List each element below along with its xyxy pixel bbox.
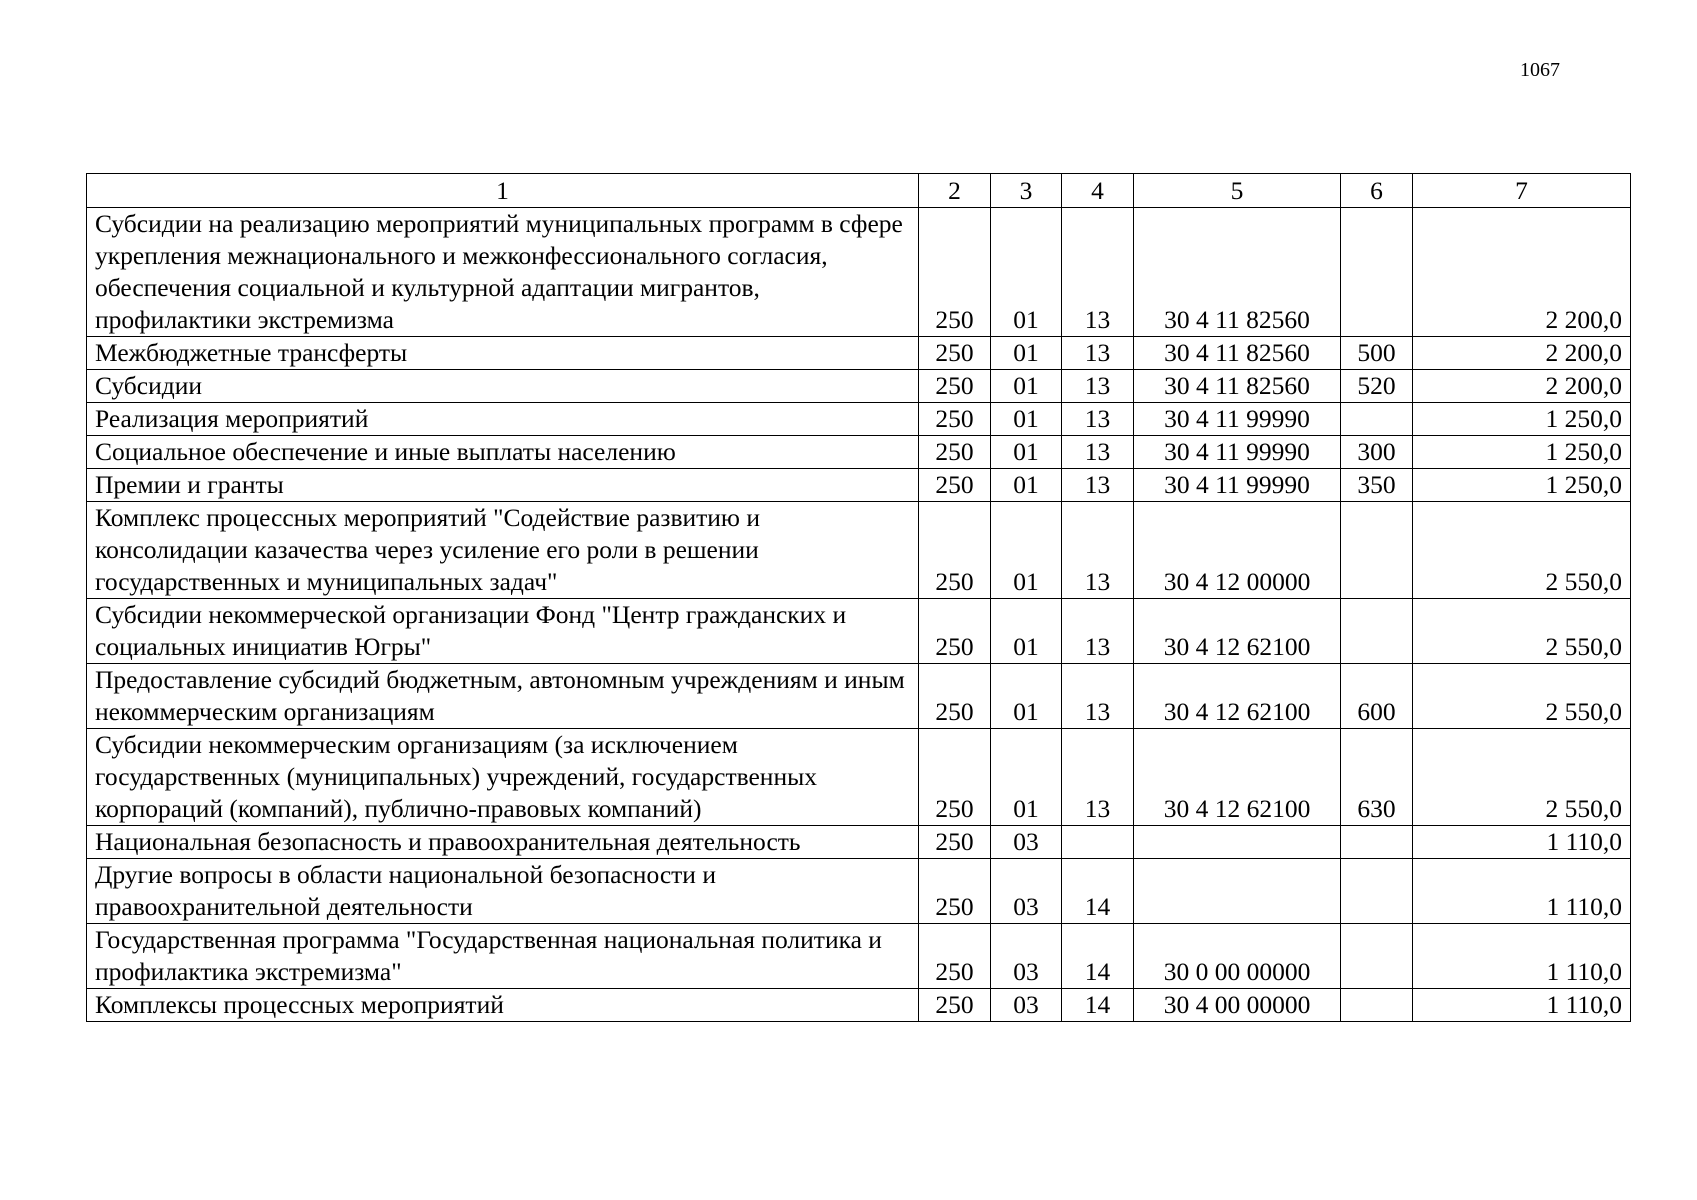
code-4-cell: 13 <box>1062 337 1134 370</box>
code-4-cell: 13 <box>1062 502 1134 599</box>
column-header: 2 <box>919 174 991 208</box>
row-name-cell: Субсидии некоммерческим организациям (за исключением государственных (муниципальных) учреждений, государственных корпораций (компаний), публично-правовых компаний) <box>87 729 919 826</box>
row-name-cell: Предоставление субсидий бюджетным, автономным учреждениям и иным некоммерческим организациям <box>87 664 919 729</box>
code-5-cell: 30 4 12 62100 <box>1134 729 1341 826</box>
column-header: 3 <box>991 174 1062 208</box>
amount-cell: 1 110,0 <box>1413 989 1631 1022</box>
code-5-cell <box>1134 826 1341 859</box>
column-header: 7 <box>1413 174 1631 208</box>
code-6-cell: 520 <box>1341 370 1413 403</box>
code-4-cell: 13 <box>1062 436 1134 469</box>
code-6-cell <box>1341 599 1413 664</box>
code-3-cell: 01 <box>991 370 1062 403</box>
code-3-cell: 03 <box>991 859 1062 924</box>
code-6-cell: 600 <box>1341 664 1413 729</box>
code-5-cell: 30 0 00 00000 <box>1134 924 1341 989</box>
code-6-cell: 350 <box>1341 469 1413 502</box>
code-4-cell: 14 <box>1062 924 1134 989</box>
budget-table <box>86 173 1631 1022</box>
code-2-cell: 250 <box>919 502 991 599</box>
code-6-cell <box>1341 208 1413 337</box>
code-2-cell: 250 <box>919 403 991 436</box>
code-6-cell: 500 <box>1341 337 1413 370</box>
code-2-cell: 250 <box>919 436 991 469</box>
code-4-cell: 13 <box>1062 370 1134 403</box>
code-5-cell: 30 4 11 82560 <box>1134 337 1341 370</box>
amount-cell: 2 550,0 <box>1413 664 1631 729</box>
code-4-cell: 14 <box>1062 859 1134 924</box>
row-name-cell: Социальное обеспечение и иные выплаты населению <box>87 436 919 469</box>
code-5-cell <box>1134 859 1341 924</box>
code-3-cell: 01 <box>991 469 1062 502</box>
table-row <box>87 436 1631 469</box>
code-6-cell <box>1341 403 1413 436</box>
code-5-cell: 30 4 12 62100 <box>1134 664 1341 729</box>
code-2-cell: 250 <box>919 826 991 859</box>
code-3-cell: 03 <box>991 924 1062 989</box>
code-4-cell: 13 <box>1062 403 1134 436</box>
code-3-cell: 01 <box>991 664 1062 729</box>
amount-cell: 2 200,0 <box>1413 370 1631 403</box>
amount-cell: 1 250,0 <box>1413 436 1631 469</box>
amount-cell: 1 250,0 <box>1413 403 1631 436</box>
table-row <box>87 729 1631 826</box>
code-2-cell: 250 <box>919 989 991 1022</box>
code-5-cell: 30 4 12 62100 <box>1134 599 1341 664</box>
row-name-cell: Субсидии некоммерческой организации Фонд "Центр гражданских и социальных инициатив Югры" <box>87 599 919 664</box>
table-row <box>87 337 1631 370</box>
code-6-cell: 630 <box>1341 729 1413 826</box>
table-row <box>87 599 1631 664</box>
table-row <box>87 208 1631 337</box>
code-2-cell: 250 <box>919 664 991 729</box>
code-6-cell <box>1341 826 1413 859</box>
code-4-cell: 13 <box>1062 664 1134 729</box>
code-3-cell: 01 <box>991 403 1062 436</box>
column-header: 5 <box>1134 174 1341 208</box>
row-name-cell: Премии и гранты <box>87 469 919 502</box>
code-5-cell: 30 4 11 82560 <box>1134 208 1341 337</box>
code-3-cell: 01 <box>991 436 1062 469</box>
amount-cell: 1 110,0 <box>1413 859 1631 924</box>
row-name-cell: Межбюджетные трансферты <box>87 337 919 370</box>
code-4-cell: 13 <box>1062 208 1134 337</box>
amount-cell: 1 110,0 <box>1413 924 1631 989</box>
code-5-cell: 30 4 12 00000 <box>1134 502 1341 599</box>
amount-cell: 2 550,0 <box>1413 599 1631 664</box>
row-name-cell: Субсидии на реализацию мероприятий муниципальных программ в сфере укрепления межнационального и межконфессионального согласия, обеспечения социальной и культурной адаптации мигрантов, профилактики экстремизма <box>87 208 919 337</box>
column-header: 4 <box>1062 174 1134 208</box>
code-4-cell: 14 <box>1062 989 1134 1022</box>
code-4-cell: 13 <box>1062 729 1134 826</box>
table-row <box>87 989 1631 1022</box>
column-header: 6 <box>1341 174 1413 208</box>
code-3-cell: 01 <box>991 729 1062 826</box>
amount-cell: 1 250,0 <box>1413 469 1631 502</box>
code-5-cell: 30 4 11 82560 <box>1134 370 1341 403</box>
code-3-cell: 01 <box>991 208 1062 337</box>
amount-cell: 2 550,0 <box>1413 502 1631 599</box>
column-header: 1 <box>87 174 919 208</box>
row-name-cell: Комплекс процессных мероприятий "Содействие развитию и консолидации казачества через усиление его роли в решении государственных и муниципальных задач" <box>87 502 919 599</box>
code-2-cell: 250 <box>919 370 991 403</box>
code-3-cell: 03 <box>991 989 1062 1022</box>
code-6-cell <box>1341 924 1413 989</box>
amount-cell: 2 200,0 <box>1413 208 1631 337</box>
table-row <box>87 403 1631 436</box>
table-row <box>87 859 1631 924</box>
code-5-cell: 30 4 11 99990 <box>1134 436 1341 469</box>
code-4-cell: 13 <box>1062 599 1134 664</box>
code-2-cell: 250 <box>919 208 991 337</box>
row-name-cell: Национальная безопасность и правоохранительная деятельность <box>87 826 919 859</box>
code-6-cell <box>1341 989 1413 1022</box>
code-5-cell: 30 4 00 00000 <box>1134 989 1341 1022</box>
amount-cell: 2 200,0 <box>1413 337 1631 370</box>
row-name-cell: Другие вопросы в области национальной безопасности и правоохранительной деятельности <box>87 859 919 924</box>
table-row <box>87 664 1631 729</box>
code-6-cell: 300 <box>1341 436 1413 469</box>
code-6-cell <box>1341 859 1413 924</box>
code-3-cell: 01 <box>991 502 1062 599</box>
code-3-cell: 03 <box>991 826 1062 859</box>
row-name-cell: Субсидии <box>87 370 919 403</box>
code-4-cell: 13 <box>1062 469 1134 502</box>
row-name-cell: Комплексы процессных мероприятий <box>87 989 919 1022</box>
table-row <box>87 469 1631 502</box>
table-header-row <box>87 174 1631 208</box>
table-row <box>87 826 1631 859</box>
table-row <box>87 924 1631 989</box>
code-2-cell: 250 <box>919 469 991 502</box>
code-5-cell: 30 4 11 99990 <box>1134 469 1341 502</box>
code-4-cell <box>1062 826 1134 859</box>
code-2-cell: 250 <box>919 729 991 826</box>
code-2-cell: 250 <box>919 337 991 370</box>
code-3-cell: 01 <box>991 337 1062 370</box>
code-3-cell: 01 <box>991 599 1062 664</box>
table-row <box>87 370 1631 403</box>
amount-cell: 2 550,0 <box>1413 729 1631 826</box>
code-5-cell: 30 4 11 99990 <box>1134 403 1341 436</box>
table-row <box>87 502 1631 599</box>
code-2-cell: 250 <box>919 859 991 924</box>
code-2-cell: 250 <box>919 924 991 989</box>
row-name-cell: Реализация мероприятий <box>87 403 919 436</box>
code-2-cell: 250 <box>919 599 991 664</box>
amount-cell: 1 110,0 <box>1413 826 1631 859</box>
row-name-cell: Государственная программа "Государственная национальная политика и профилактика экстремизма" <box>87 924 919 989</box>
code-6-cell <box>1341 502 1413 599</box>
page-number: 1067 <box>1520 59 1560 81</box>
